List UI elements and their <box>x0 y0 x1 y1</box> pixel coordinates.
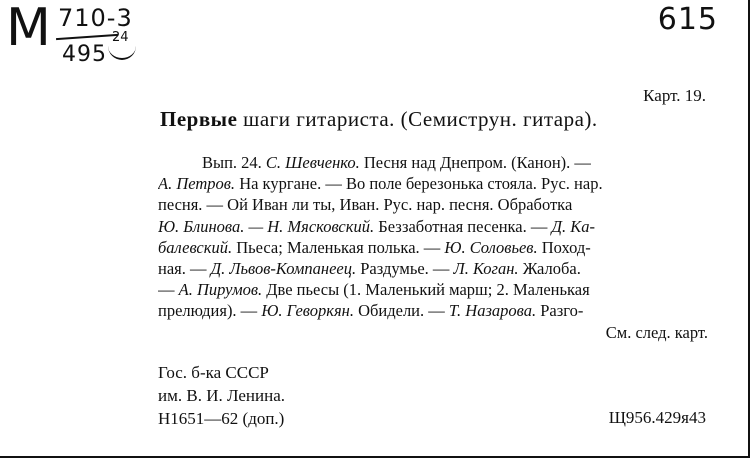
author-name: А. Пирумов. <box>178 280 263 300</box>
author-name: Ю. Блинова. — Н. Мясковский. <box>158 216 375 236</box>
contents-text: Жалоба. <box>518 259 581 279</box>
contents-text: — <box>158 280 179 300</box>
contents-lines <box>158 152 708 322</box>
library-name-line2: им. В. И. Ленина. <box>158 386 286 405</box>
author-name: Ю. Соловьев. <box>444 237 538 257</box>
handwritten-shelf-number-top: 710-3 <box>58 4 133 32</box>
contents-line <box>158 279 708 300</box>
contents-text: Пьеса; Маленькая полька. — <box>232 237 445 257</box>
handwritten-shelf-number-bottom: 495 <box>62 42 107 67</box>
author-name: Т. Назарова. <box>448 301 537 321</box>
contents-text: Песня над Днепром. (Канон). — <box>359 153 591 172</box>
contents-text: Вып. 24. <box>202 153 266 172</box>
handwritten-corner-number: 615 <box>657 2 718 37</box>
handwritten-fraction-line <box>56 34 118 40</box>
contents-text: На кургане. — Во поле березонька стояла. Рус. нар. <box>235 174 603 194</box>
contents-text: прелюдия). — <box>158 301 262 321</box>
library-name: Гос. б-ка СССР <box>158 363 269 382</box>
author-name: балевский. <box>158 237 233 257</box>
card-number: Карт. 19. <box>643 86 706 105</box>
author-name: Д. Львов-Компанеец. <box>210 259 357 279</box>
contents-line <box>158 194 708 215</box>
handwritten-underline-curl <box>108 46 136 60</box>
contents-line <box>158 258 708 279</box>
contents-line <box>158 300 708 321</box>
author-name: Л. Коган. <box>453 259 519 279</box>
title-bold-word: Первые <box>160 107 238 131</box>
contents-text: Обидели. — <box>353 301 449 321</box>
handwritten-superscript: 24 <box>112 30 129 45</box>
author-name: С. Шевченко. <box>265 153 360 172</box>
contents-text: Две пьесы (1. Маленький марш; 2. Маленькая <box>262 280 590 300</box>
contents-description <box>158 152 708 343</box>
book-title <box>160 107 598 132</box>
contents-line <box>158 237 708 258</box>
catalog-code: Щ956.429я43 <box>608 408 706 427</box>
contents-line <box>158 216 708 237</box>
contents-text: Раздумье. — <box>356 259 454 279</box>
contents-line <box>158 173 708 194</box>
continuation-note: См. след. карт. <box>605 322 708 342</box>
card-order-code: Н1651—62 (доп.) <box>158 409 285 428</box>
author-name: Ю. Геворкян. <box>261 301 354 321</box>
contents-text: Поход- <box>537 237 591 257</box>
title-rest: шаги гитариста. (Семиструн. гитара). <box>237 107 598 131</box>
contents-text: ная. — <box>158 259 211 279</box>
author-name: А. Петров. <box>158 174 236 194</box>
handwritten-letter: М <box>6 0 51 58</box>
contents-text: Беззаботная песенка. — <box>374 216 552 236</box>
contents-text: песня. — Ой Иван ли ты, Иван. Рус. нар. песня. Обработка <box>158 195 573 215</box>
contents-line <box>158 152 708 173</box>
contents-text: Разго- <box>536 301 584 321</box>
author-name: Д. Ка- <box>551 216 595 236</box>
